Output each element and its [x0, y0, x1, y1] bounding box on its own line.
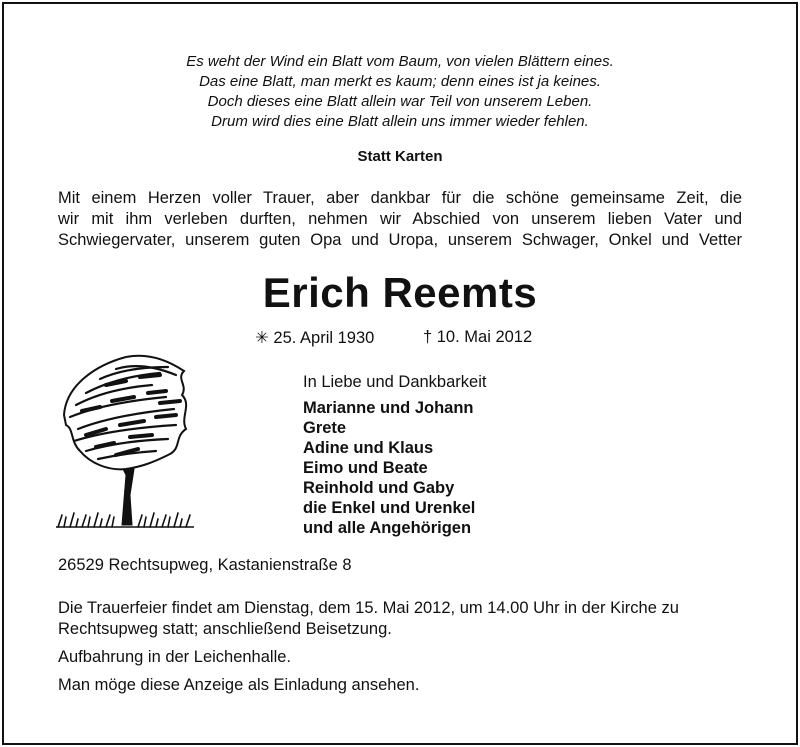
- intro-text: [58, 188, 742, 251]
- death-date: † 10. Mai 2012: [423, 328, 533, 346]
- poem: [0, 52, 800, 132]
- intro-line: Mit einem Herzen voller Trauer, aber dankbar für die schöne gemeinsame Zeit, die: [58, 189, 742, 207]
- poem-line: Doch dieses eine Blatt allein war Teil von unserem Leben.: [207, 93, 593, 110]
- intro-line: wir mit ihm verleben durften, nehmen wir Abschied von unserem lieben Vater und: [58, 210, 742, 228]
- mourner-name: die Enkel und Urenkel: [303, 499, 476, 517]
- windblown-tree-icon: [56, 345, 194, 530]
- mourner-name: Adine und Klaus: [303, 439, 434, 457]
- family-address: 26529 Rechtsupweg, Kastanienstraße 8: [58, 556, 352, 574]
- family-intro: In Liebe und Dankbarkeit: [303, 373, 487, 391]
- mourner-name: Eimo und Beate: [303, 459, 428, 477]
- poem-line: Es weht der Wind ein Blatt vom Baum, von vielen Blättern eines.: [186, 53, 614, 70]
- mourners-block: [303, 372, 486, 538]
- birth-date: ✳ 25. April 1930: [255, 329, 375, 347]
- poem-line: Drum wird dies eine Blatt allein uns immer wieder fehlen.: [211, 113, 589, 130]
- mourner-name: Grete: [303, 419, 347, 437]
- ceremony-details: Die Trauerfeier findet am Dienstag, dem 15. Mai 2012, um 14.00 Uhr in der Kirche zu Rechtsupweg statt; anschließend Beisetzung.: [58, 599, 679, 638]
- mourner-name: Reinhold und Gaby: [303, 479, 455, 497]
- mourner-name: Marianne und Johann: [303, 399, 474, 417]
- statt-karten-heading: Statt Karten: [357, 148, 443, 165]
- intro-line: Schwiegervater, unserem guten Opa und Uropa, unserem Schwager, Onkel und Vetter: [58, 231, 742, 249]
- deceased-name: Erich Reemts: [262, 269, 538, 316]
- invitation-note: Man möge diese Anzeige als Einladung ansehen.: [58, 676, 420, 694]
- poem-line: Das eine Blatt, man merkt es kaum; denn eines ist ja keines.: [199, 73, 601, 90]
- mourner-name: und alle Angehörigen: [303, 519, 472, 537]
- viewing-info: Aufbahrung in der Leichenhalle.: [58, 648, 292, 666]
